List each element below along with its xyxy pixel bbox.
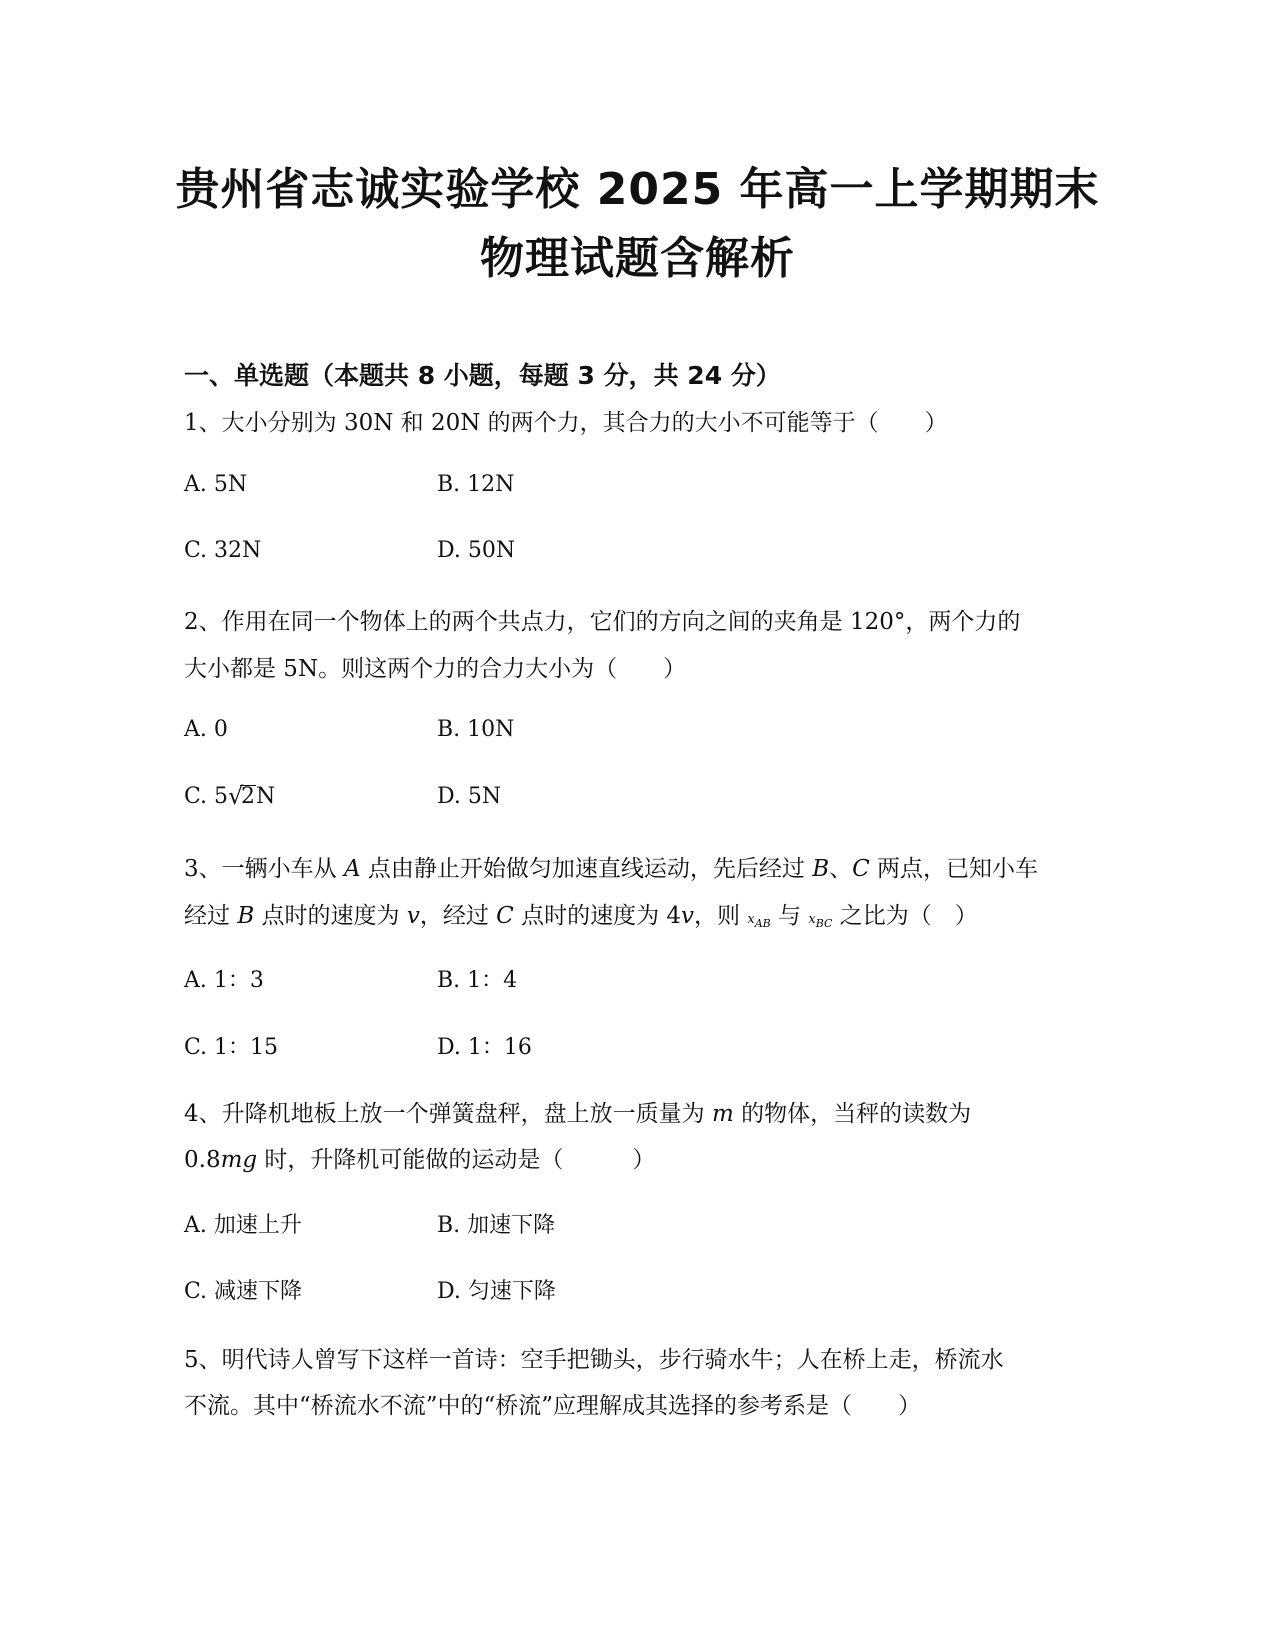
point-c-label: C — [496, 903, 514, 929]
question-1-option-a: A. 5N — [184, 472, 248, 497]
velocity-symbol: v — [406, 903, 420, 929]
question-1-stem: 1、大小分别为 30N 和 20N 的两个力，其合力的大小不可能等于（ ） — [184, 410, 948, 436]
question-2-option-c-unit: N — [256, 784, 276, 809]
question-3-option-b: B. 1：4 — [437, 968, 518, 993]
text-segment: 的物体，当秤的读数为 — [733, 1101, 972, 1127]
text-segment: 两点，已知小车 — [869, 856, 1039, 882]
question-2-option-c-radicand: 2 — [241, 784, 256, 809]
question-2-option-b: B. 10N — [437, 717, 515, 742]
text-segment: 、 — [829, 856, 853, 882]
question-2-option-c-coefficient: 5 — [214, 784, 229, 809]
question-4-option-a: A. 加速上升 — [184, 1213, 302, 1238]
question-2-option-d: D. 5N — [437, 784, 502, 809]
question-1-option-b: B. 12N — [437, 472, 515, 497]
document-title-line-2: 物理试题含解析 — [480, 233, 795, 284]
text-segment: 点由静止开始做匀加速直线运动，先后经过 — [360, 856, 813, 882]
displacement-ab-symbol: x — [747, 912, 755, 927]
text-segment: ，经过 — [419, 903, 497, 929]
question-3-option-c: C. 1：15 — [184, 1035, 279, 1060]
question-5-stem-line-1: 5、明代诗人曾写下这样一首诗：空手把锄头，步行骑水牛；人在桥上走，桥流水 — [184, 1347, 1004, 1373]
point-c-label: C — [852, 856, 870, 882]
text-segment: 时，升降机可能做的运动是（ ） — [257, 1147, 656, 1173]
displacement-bc-symbol: x — [808, 912, 816, 927]
point-b-label: B — [237, 903, 255, 929]
displacement-bc-subscript: BC — [815, 917, 833, 930]
question-3-option-d: D. 1：16 — [437, 1035, 532, 1060]
question-1-option-d: D. 50N — [437, 538, 516, 563]
question-1-option-c: C. 32N — [184, 538, 262, 563]
question-3-option-a: A. 1：3 — [184, 968, 264, 993]
text-segment: 经过 — [184, 903, 238, 929]
displacement-ab-subscript: AB — [754, 917, 771, 930]
text-segment: 点时的速度为 4 — [513, 903, 682, 929]
section-heading: 一、单选题（本题共 8 小题，每题 3 分，共 24 分） — [184, 361, 781, 390]
weight-symbol: mg — [220, 1147, 258, 1173]
mass-symbol: m — [711, 1101, 734, 1127]
text-segment: ，则 — [694, 903, 748, 929]
velocity-symbol: v — [681, 903, 695, 929]
question-4-option-b: B. 加速下降 — [437, 1213, 556, 1238]
reading-coefficient: 0.8 — [184, 1147, 221, 1173]
document-title-line-1: 贵州省志诚实验学校 2025 年高一上学期期末 — [175, 164, 1100, 215]
question-4-option-c: C. 减速下降 — [184, 1279, 303, 1304]
text-segment: 3、一辆小车从 — [184, 856, 344, 882]
text-segment: 与 — [770, 903, 809, 929]
point-a-label: A — [343, 856, 361, 882]
question-3-stem-line-1 — [184, 850, 1038, 883]
question-2-stem-line-2: 大小都是 5N。则这两个力的合力大小为（ ） — [184, 656, 687, 682]
sqrt-symbol: √ 2 — [228, 782, 256, 810]
question-4-option-d: D. 匀速下降 — [437, 1279, 556, 1304]
question-5-stem-line-2: 不流。其中“桥流水不流”中的“桥流”应理解成其选择的参考系是（ ） — [184, 1393, 922, 1419]
text-segment: 点时的速度为 — [254, 903, 407, 929]
text-segment: 4、升降机地板上放一个弹簧盘秤，盘上放一质量为 — [184, 1101, 712, 1127]
question-4-stem-line-1 — [184, 1095, 971, 1128]
question-3-stem-line-2 — [184, 897, 978, 930]
question-4-stem-line-2 — [184, 1141, 655, 1174]
question-2-option-c-prefix: C. — [184, 784, 215, 809]
point-b-label: B — [812, 856, 830, 882]
question-2-stem-line-1: 2、作用在同一个物体上的两个共点力，它们的方向之间的夹角是 120°，两个力的 — [184, 609, 1021, 635]
text-segment: 之比为（ ） — [832, 903, 978, 929]
question-2-option-a: A. 0 — [184, 717, 228, 742]
question-2-option-c — [184, 784, 275, 809]
